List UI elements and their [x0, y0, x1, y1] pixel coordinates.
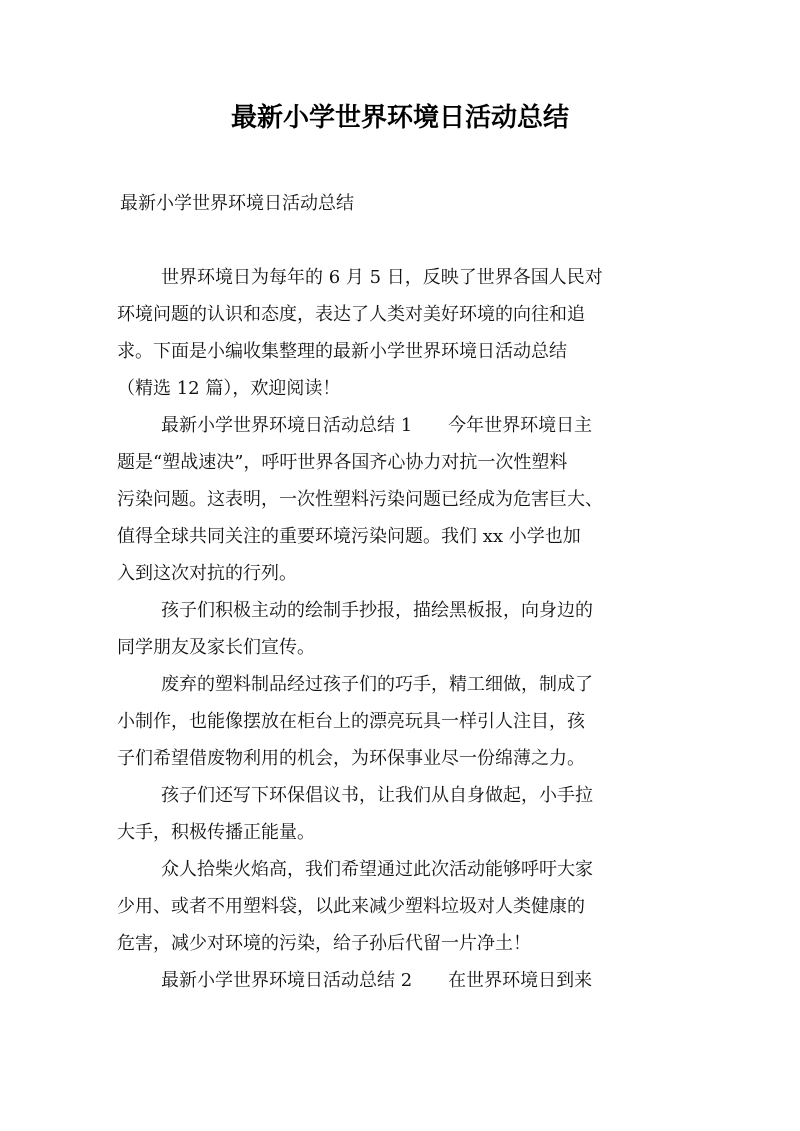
text-line: 废弃的塑料制品经过孩子们的巧手，精工细做，制成了 — [161, 674, 593, 695]
text-line: 同学朋友及家长们宣传。 — [117, 637, 315, 658]
text-line: 污染问题。这表明，一次性塑料污染问题已经成为危害巨大、 — [117, 489, 603, 510]
text-line: 危害，减少对环境的污染，给子孙后代留一片净土！ — [117, 933, 531, 954]
text-line: 值得全球共同关注的重要环境污染问题。我们 xx 小学也加 — [117, 526, 581, 547]
text-line: 众人拾柴火焰高，我们希望通过此次活动能够呼吁大家 — [161, 859, 593, 880]
text-line: 世界环境日为每年的 6 月 5 日，反映了世界各国人民对 — [161, 267, 603, 288]
paragraph — [117, 851, 697, 962]
document-subtitle: 最新小学世界环境日活动总结 — [120, 193, 354, 214]
text-line: （精选 12 篇），欢迎阅读！ — [117, 378, 341, 399]
text-line: 大手，积极传播正能量。 — [117, 822, 315, 843]
text-line: 最新小学世界环境日活动总结 2 在世界环境日到来 — [161, 970, 593, 991]
paragraph — [117, 592, 697, 666]
text-line: 少用、或者不用塑料袋，以此来减少塑料垃圾对人类健康的 — [117, 896, 585, 917]
text-line: 孩子们还写下环保倡议书，让我们从自身做起，小手拉 — [161, 785, 593, 806]
document-title: 最新小学世界环境日活动总结 — [230, 103, 569, 133]
text-line: 求。下面是小编收集整理的最新小学世界环境日活动总结 — [117, 341, 567, 362]
text-line: 小制作，也能像摆放在柜台上的漂亮玩具一样引人注目，孩 — [117, 711, 585, 732]
paragraph — [117, 962, 697, 999]
paragraph — [117, 666, 697, 777]
paragraph — [117, 407, 697, 592]
text-line: 子们希望借废物利用的机会，为环保事业尽一份绵薄之力。 — [117, 748, 585, 769]
text-line: 入到这次对抗的行列。 — [117, 563, 297, 584]
paragraph — [117, 777, 697, 851]
paragraph — [117, 259, 697, 407]
text-line: 孩子们积极主动的绘制手抄报，描绘黑板报，向身边的 — [161, 600, 593, 621]
text-line: 环境问题的认识和态度，表达了人类对美好环境的向往和追 — [117, 304, 585, 325]
document-body — [117, 259, 697, 999]
text-line: 题是“塑战速决”，呼吁世界各国齐心协力对抗一次性塑料 — [117, 452, 568, 473]
text-line: 最新小学世界环境日活动总结 1 今年世界环境日主 — [161, 415, 593, 436]
